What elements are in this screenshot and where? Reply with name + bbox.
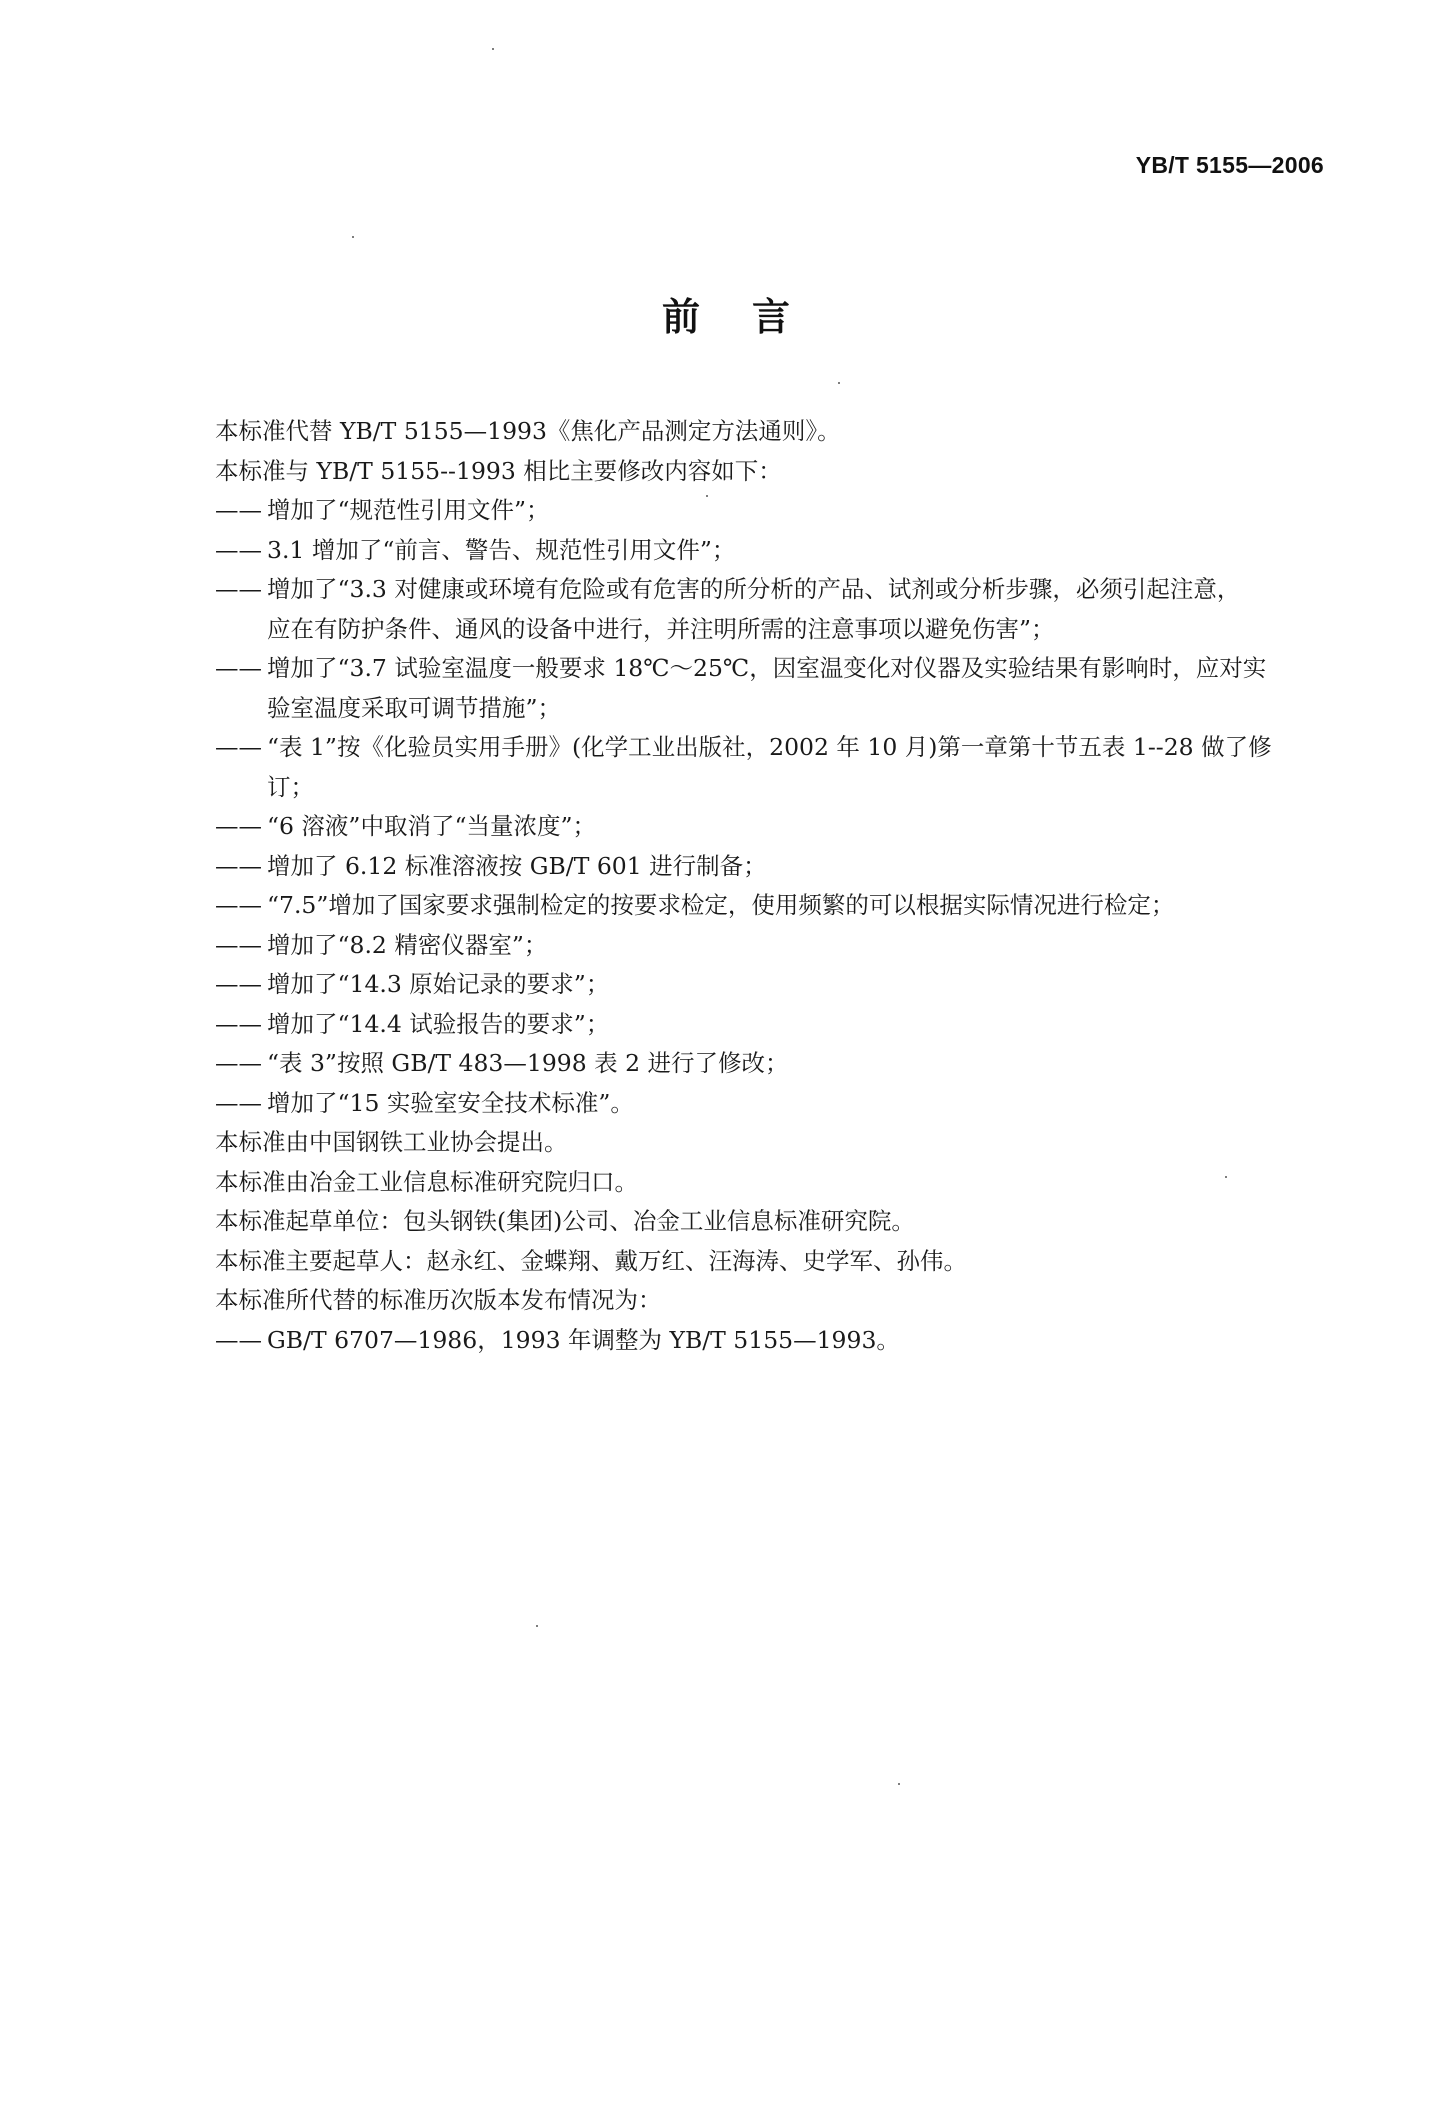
list-item-continuation: 验室温度采取可调节措施”； xyxy=(267,693,562,722)
scan-speck xyxy=(838,382,840,384)
standard-code: YB/T 5155—2006 xyxy=(1135,152,1324,178)
dash-marker: —— xyxy=(215,970,262,998)
list-item-text: 增加了 6.12 标准溶液按 GB/T 601 进行制备； xyxy=(267,851,767,880)
list-item xyxy=(215,1005,1335,1045)
paragraph-administered-by: 本标准由冶金工业信息标准研究院归口。 xyxy=(215,1167,638,1196)
dash-marker: —— xyxy=(215,1088,262,1117)
paragraph-changes-intro: 本标准与 YB/T 5155--1993 相比主要修改内容如下： xyxy=(215,456,782,485)
dash-marker: —— xyxy=(215,930,262,959)
list-item xyxy=(215,531,1335,571)
list-item xyxy=(215,728,1335,807)
list-item-text: “6 溶液”中取消了“当量浓度”； xyxy=(267,812,596,840)
dash-marker: —— xyxy=(215,733,262,761)
list-item-text: 增加了“8.2 精密仪器室”； xyxy=(267,930,548,959)
page-title: 前言 xyxy=(661,295,842,339)
dash-marker: —— xyxy=(215,851,262,880)
list-item-text: 增加了“15 实验室安全技术标准”。 xyxy=(267,1088,634,1117)
scan-speck xyxy=(706,495,708,497)
changes-list xyxy=(215,491,1335,1123)
paragraph-history-intro: 本标准所代替的标准历次版本发布情况为： xyxy=(215,1286,662,1314)
history-item-text: GB/T 6707—1986，1993 年调整为 YB/T 5155—1993。 xyxy=(267,1325,900,1354)
dash-marker: —— xyxy=(215,1325,262,1354)
list-item-text: 增加了“3.7 试验室温度一般要求 18℃～25℃，因室温变化对仪器及实验结果有影响时，应对实 xyxy=(267,654,1267,682)
paragraph-drafting-units: 本标准起草单位：包头钢铁(集团)公司、冶金工业信息标准研究院。 xyxy=(215,1207,915,1235)
list-item xyxy=(215,886,1335,926)
scan-speck xyxy=(492,48,494,50)
dash-marker: —— xyxy=(215,1049,262,1077)
list-item-text: “表 1”按《化验员实用手册》(化学工业出版社，2002 年 10 月)第一章第十节五表 1--28 做了修 xyxy=(267,733,1272,761)
scan-speck xyxy=(898,1783,900,1785)
dash-marker: —— xyxy=(215,575,262,603)
list-item-text: 增加了“14.4 试验报告的要求”； xyxy=(267,1009,610,1038)
list-item xyxy=(215,570,1335,649)
list-item xyxy=(215,1044,1335,1084)
list-item xyxy=(215,491,1335,531)
list-item xyxy=(215,1084,1335,1124)
paragraph-proposed-by: 本标准由中国钢铁工业协会提出。 xyxy=(215,1128,568,1156)
list-item xyxy=(215,807,1335,847)
dash-marker: —— xyxy=(215,496,262,524)
scan-speck xyxy=(1225,1176,1227,1178)
list-item xyxy=(215,965,1335,1005)
list-item-text: 增加了“14.3 原始记录的要求”； xyxy=(267,970,610,998)
list-item-text: 增加了“规范性引用文件”； xyxy=(267,496,550,524)
list-item-text: 3.1 增加了“前言、警告、规范性引用文件”； xyxy=(267,535,736,564)
dash-marker: —— xyxy=(215,654,262,682)
scan-speck xyxy=(352,236,354,238)
list-item xyxy=(215,847,1335,887)
paragraph-replaces: 本标准代替 YB/T 5155—1993《焦化产品测定方法通则》。 xyxy=(215,417,841,445)
list-item-text: 增加了“3.3 对健康或环境有危险或有危害的所分析的产品、试剂或分析步骤，必须引起注意， xyxy=(267,575,1241,603)
dash-marker: —— xyxy=(215,891,262,919)
list-item-text: “表 3”按照 GB/T 483—1998 表 2 进行了修改； xyxy=(267,1049,789,1077)
foreword-body xyxy=(215,412,1335,1360)
list-item xyxy=(215,926,1335,966)
dash-marker: —— xyxy=(215,812,262,840)
list-item xyxy=(215,649,1335,728)
history-item xyxy=(215,1321,1335,1361)
dash-marker: —— xyxy=(215,1009,262,1038)
scan-speck xyxy=(536,1625,538,1627)
paragraph-drafters: 本标准主要起草人：赵永红、金蝶翔、戴万红、汪海涛、史学军、孙伟。 xyxy=(215,1246,967,1275)
list-item-continuation: 订； xyxy=(267,772,314,801)
list-item-continuation: 应在有防护条件、通风的设备中进行，并注明所需的注意事项以避免伤害”； xyxy=(267,614,1055,643)
list-item-text: “7.5”增加了国家要求强制检定的按要求检定，使用频繁的可以根据实际情况进行检定； xyxy=(267,891,1175,919)
dash-marker: —— xyxy=(215,535,262,564)
